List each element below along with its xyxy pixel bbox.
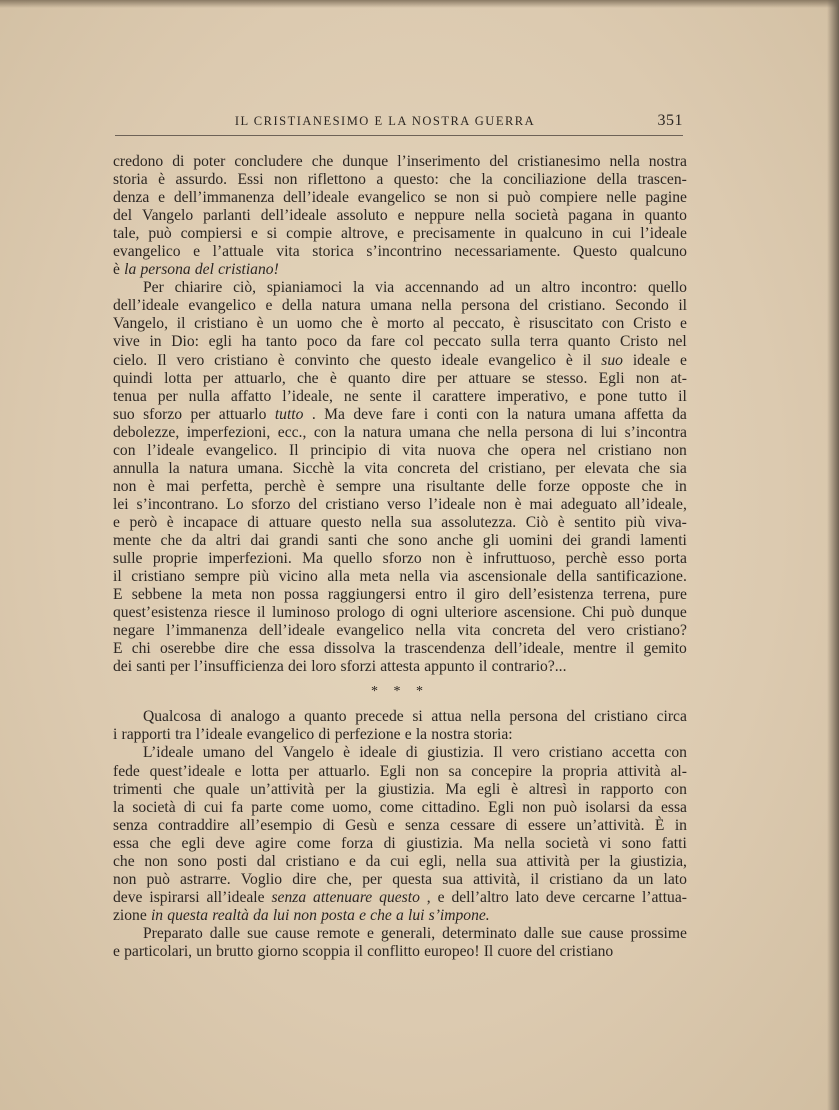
paragraph [113, 279, 687, 676]
text-line: del Vangelo parlanti dell’ideale assoluto e neppure nella società pagana in quanto [113, 207, 687, 225]
text-line: e però è incapace di attuare questo nella sua assolutezza. Ciò è sentito più viva- [113, 513, 687, 531]
text-line: E chi oserebbe dire che essa dissolva la trascendenza dell’ideale, mentre il gemito [113, 640, 687, 658]
text-line: senza contraddire all’esempio di Gesù e senza cessare di essere un’attività. È in [113, 816, 687, 834]
text-line: mente che da altri dai grandi santi che sono anche gli uomini dei grandi lamenti [113, 531, 687, 549]
text-line: dell’ideale evangelico e della natura umana nella persona del cristiano. Secondo il [113, 297, 687, 315]
text-line: zione in questa realtà da lui non posta e che a lui s’impone. [113, 906, 490, 924]
text-line: negare l’immanenza dell’ideale evangelico nella vita concreta del vero cristiano? [113, 622, 687, 640]
paragraph [113, 925, 687, 961]
text-line: cielo. Il vero cristiano è convinto che questo ideale evangelico è il suo ideale e [113, 351, 687, 369]
text-line: tenua per nulla affatto l’ideale, ne sente il carattere imperativo, e pone tutto il [113, 387, 687, 405]
text-line: quest’esistenza riesce il luminoso prologo di ogni ulteriore ascensione. Chi può dunque [113, 604, 687, 622]
paragraph [113, 708, 687, 744]
text-line: essa che egli deve agire come forza di giustizia. Ma nella società vi sono fatti [113, 834, 687, 852]
text-line: non può astrarre. Voglio dire che, per questa sua attività, il cristiano da un lato [113, 870, 687, 888]
text-line: E sebbene la meta non possa raggiungersi entro il giro dell’esistenza terrena, pure [113, 586, 687, 604]
text-line: tale, può compiersi e si compie altrove, e precisamente in qualcuno in cui l’ideale [113, 225, 687, 243]
text-line: vive in Dio: egli ha tanto poco da fare col peccato sulla terra quanto Cristo nel [113, 333, 687, 351]
page-number: 351 [657, 112, 683, 129]
text-line: è la persona del cristiano! [113, 261, 279, 279]
text-line: evangelico e l’attuale vita storica s’incontrino necessariamente. Questo qualcuno [113, 243, 687, 261]
text-line: Vangelo, il cristiano è un uomo che è morto al peccato, è risuscitato con Cristo e [113, 315, 687, 333]
body-text [113, 153, 687, 961]
text-line: e particolari, un brutto giorno scoppia il conflitto europeo! Il cuore del cristiano [113, 942, 614, 960]
paragraph [113, 153, 687, 279]
text-line: Per chiarire ciò, spianiamoci la via accennando ad un altro incontro: quello [143, 279, 687, 297]
paragraph [113, 744, 687, 924]
text-line: la società di cui fa parte come uomo, come cittadino. Egli non può isolarsi da essa [113, 798, 687, 816]
text-line: debolezze, imperfezioni, ecc., con la natura umana che nella persona di lui s’incontra [113, 423, 687, 441]
text-line: non è mai perfetta, perchè è sempre una risultante delle forze opposte che in [113, 477, 687, 495]
text-line: storia è assurdo. Essi non riflettono a questo: che la conciliazione della trascen- [113, 171, 687, 189]
page-edge-shadow-right [827, 0, 839, 1110]
text-line: dei santi per l’insufficienza dei loro sforzi attesta appunto il contrario?... [113, 658, 567, 676]
text-line: che non sono posti dal cristiano e da cui egli, nella sua attività per la giustizia, [113, 852, 687, 870]
text-line: annulla la natura umana. Sicchè la vita concreta del cristiano, per elevata che sia [113, 459, 687, 477]
page-edge-shadow-top [0, 0, 839, 8]
text-line: lei s’incontrano. Lo sforzo del cristiano verso l’ideale non è mai adeguato all’ideale, [113, 495, 687, 513]
text-line: con l’ideale evangelico. Il principio di vita nuova che opera nel cristiano non [113, 441, 687, 459]
text-line: sulle proprie imperfezioni. Ma quello sforzo non è infruttuoso, perchè esso porta [113, 550, 687, 568]
running-head [115, 113, 683, 136]
text-line: Preparato dalle sue cause remote e generali, determinato dalle sue cause prossime [143, 924, 687, 942]
text-line: denza e dell’immanenza dell’ideale evangelico se non si può compiere nelle pagine [113, 189, 687, 207]
text-line: quindi lotta per attuarlo, che è quanto dire per attuare se stesso. Egli non at- [113, 369, 687, 387]
text-line: L’ideale umano del Vangelo è ideale di giustizia. Il vero cristiano accetta con [143, 744, 687, 762]
text-line: il cristiano sempre più vicino alla meta nella via ascensionale della santificazione. [113, 568, 687, 586]
text-line: credono di poter concludere che dunque l’inserimento del cristianesimo nella nostra [113, 153, 687, 170]
text-line: fede quest’ideale e lotta per attuarlo. Egli non sa concepire la propria attività al- [113, 762, 687, 780]
text-line: trimenti che quale un’attività per la giustizia. Ma egli è altresì in rapporto con [113, 780, 687, 798]
text-line: i rapporti tra l’ideale evangelico di perfezione e la nostra storia: [113, 726, 513, 744]
text-line: suo sforzo per attuarlo tutto . Ma deve fare i conti con la natura umana affetta da [113, 405, 687, 423]
text-line: deve ispirarsi all’ideale senza attenuare questo , e dell’altro lato deve cercarne l’attua- [113, 888, 687, 906]
running-title: IL CRISTIANESIMO E LA NOSTRA GUERRA [234, 114, 536, 128]
section-separator: * * * [371, 684, 429, 700]
text-line: Qualcosa di analogo a quanto precede si attua nella persona del cristiano circa [143, 708, 687, 726]
